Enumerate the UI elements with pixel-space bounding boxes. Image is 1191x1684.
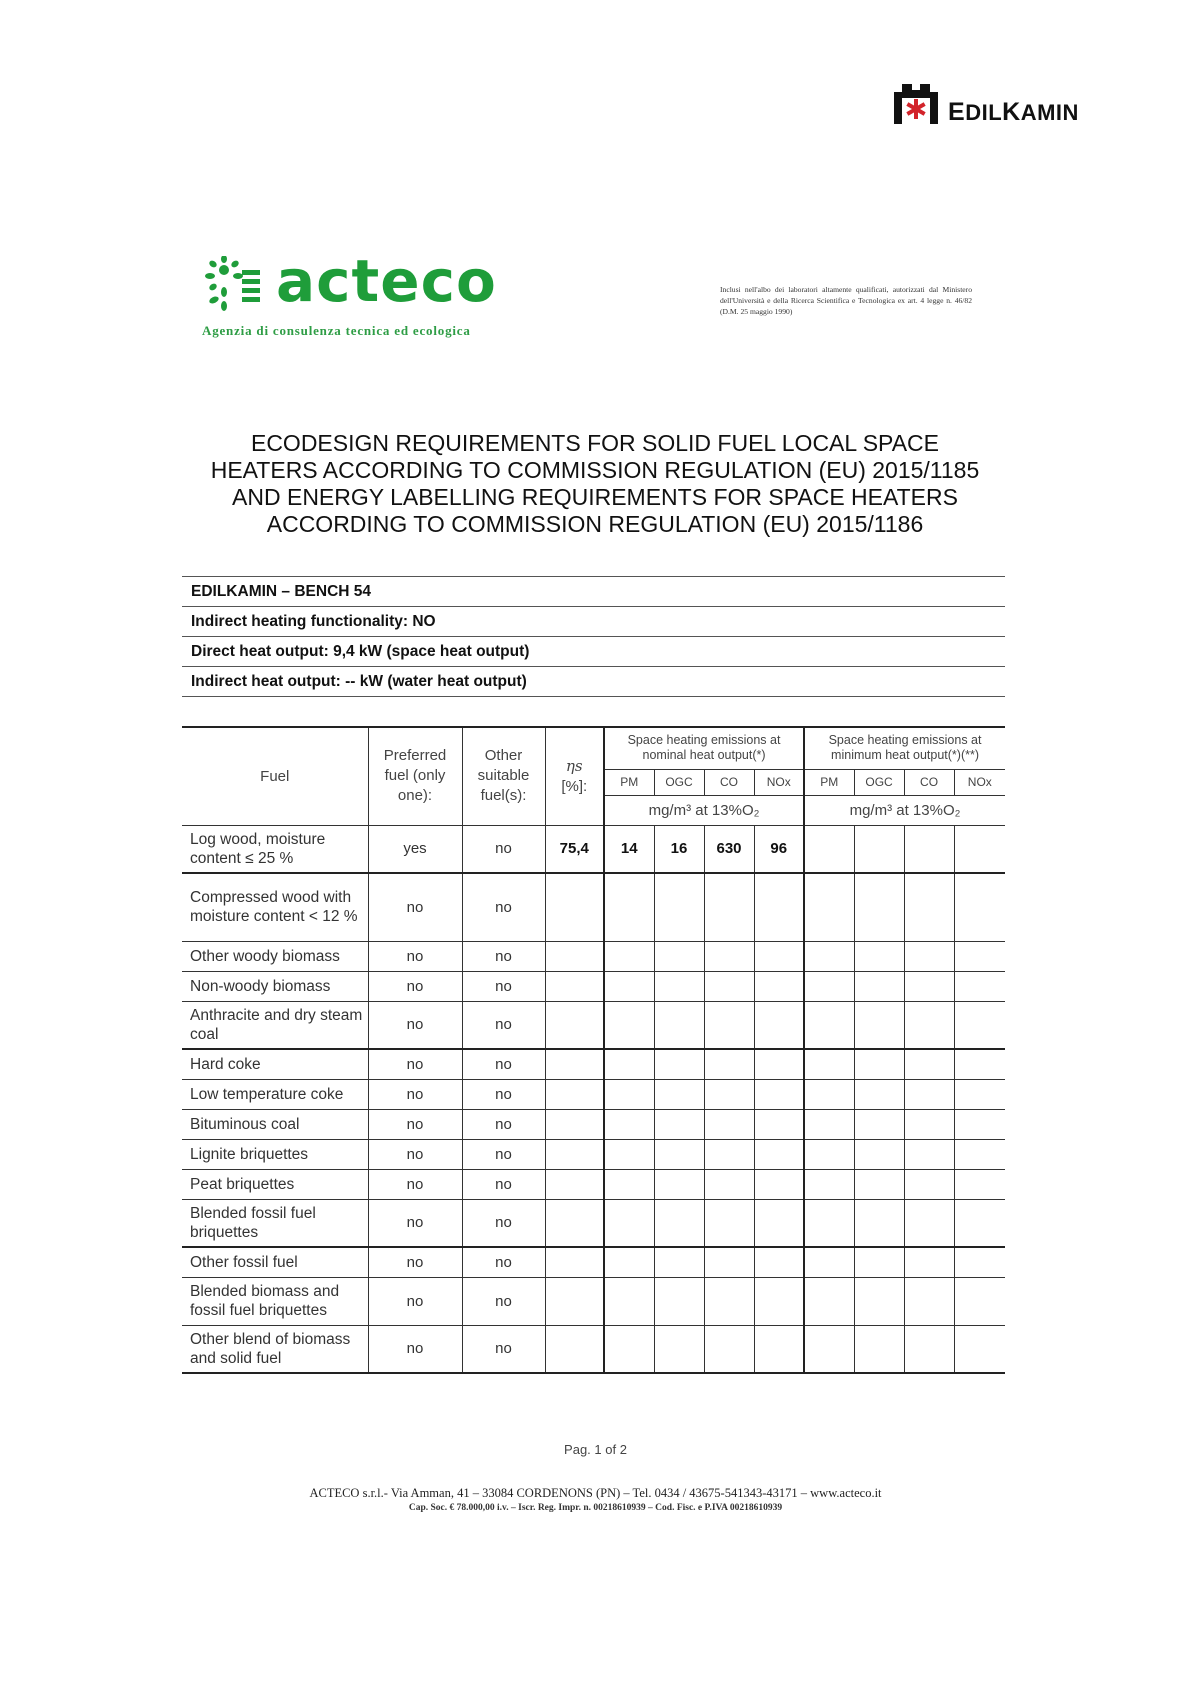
header-minimum-ogc: OGC: [854, 769, 904, 795]
nominal-pm-value: [604, 1079, 654, 1109]
preferred-fuel-value: no: [368, 873, 462, 941]
nominal-pm-value: [604, 1277, 654, 1325]
efficiency-value: [545, 1247, 604, 1277]
other-fuel-value: no: [462, 1079, 545, 1109]
nominal-co-value: [704, 1325, 754, 1373]
minimum-nox-value: [954, 825, 1005, 873]
nominal-nox-value: [754, 1169, 804, 1199]
preferred-fuel-value: no: [368, 1325, 462, 1373]
efficiency-value: 75,4: [545, 825, 604, 873]
eta-symbol: ηs: [565, 756, 583, 775]
table-row: [182, 1199, 1005, 1247]
nominal-nox-value: [754, 873, 804, 941]
nominal-nox-value: [754, 1277, 804, 1325]
other-fuel-value: no: [462, 1139, 545, 1169]
preferred-fuel-value: no: [368, 1049, 462, 1079]
table-row: [182, 941, 1005, 971]
preferred-fuel-value: no: [368, 1199, 462, 1247]
minimum-ogc-value: [854, 1001, 904, 1049]
edilkamin-mark-icon: [892, 80, 940, 124]
fuel-name: Bituminous coal: [182, 1109, 368, 1139]
minimum-nox-value: [954, 1109, 1005, 1139]
efficiency-value: [545, 1079, 604, 1109]
nominal-co-value: [704, 873, 754, 941]
preferred-fuel-value: no: [368, 941, 462, 971]
header-preferred-fuel: Preferred fuel (only one):: [368, 727, 462, 825]
other-fuel-value: no: [462, 1199, 545, 1247]
header-minimum-nox: NOx: [954, 769, 1005, 795]
header-nominal-nox: NOx: [754, 769, 804, 795]
minimum-nox-value: [954, 1001, 1005, 1049]
minimum-pm-value: [804, 1325, 854, 1373]
preferred-fuel-value: no: [368, 1247, 462, 1277]
minimum-pm-value: [804, 825, 854, 873]
table-row: [182, 873, 1005, 941]
nominal-nox-value: [754, 1049, 804, 1079]
minimum-pm-value: [804, 1139, 854, 1169]
nominal-co-value: [704, 1277, 754, 1325]
fuel-name: Compressed wood with moisture content < 12 %: [182, 873, 368, 941]
nominal-ogc-value: [654, 1199, 704, 1247]
acteco-logo: [202, 247, 512, 344]
efficiency-value: [545, 1139, 604, 1169]
minimum-nox-value: [954, 873, 1005, 941]
minimum-co-value: [904, 971, 954, 1001]
nominal-pm-value: [604, 971, 654, 1001]
nominal-pm-value: [604, 1001, 654, 1049]
page-number: Pag. 1 of 2: [564, 1442, 627, 1457]
minimum-ogc-value: [854, 1079, 904, 1109]
table-row: [182, 825, 1005, 873]
nominal-nox-value: [754, 1109, 804, 1139]
other-fuel-value: no: [462, 971, 545, 1001]
other-fuel-value: no: [462, 1001, 545, 1049]
minimum-nox-value: [954, 1169, 1005, 1199]
eta-unit: [%]:: [561, 777, 588, 795]
efficiency-value: [545, 1199, 604, 1247]
minimum-co-value: [904, 1325, 954, 1373]
minimum-ogc-value: [854, 1109, 904, 1139]
nominal-co-value: 630: [704, 825, 754, 873]
nominal-pm-value: [604, 1325, 654, 1373]
nominal-ogc-value: [654, 1109, 704, 1139]
nominal-ogc-value: [654, 1001, 704, 1049]
fuel-name: Peat briquettes: [182, 1169, 368, 1199]
minimum-nox-value: [954, 1199, 1005, 1247]
minimum-nox-value: [954, 1079, 1005, 1109]
efficiency-value: [545, 1325, 604, 1373]
table-row: [182, 1109, 1005, 1139]
nominal-co-value: [704, 1079, 754, 1109]
title-line-2: HEATERS ACCORDING TO COMMISSION REGULATION (EU) 2015/1185: [210, 457, 980, 483]
nominal-pm-value: [604, 1199, 654, 1247]
efficiency-value: [545, 941, 604, 971]
minimum-co-value: [904, 1079, 954, 1109]
table-row: [182, 1277, 1005, 1325]
nominal-co-value: [704, 941, 754, 971]
minimum-co-value: [904, 873, 954, 941]
efficiency-value: [545, 1169, 604, 1199]
minimum-nox-value: [954, 1277, 1005, 1325]
nominal-co-value: [704, 1169, 754, 1199]
header-nominal-co: CO: [704, 769, 754, 795]
model-name: EDILKAMIN – BENCH 54: [182, 577, 1005, 607]
edilkamin-wordmark: EDILKAMIN: [948, 98, 1079, 126]
table-row: [182, 971, 1005, 1001]
header-minimum-co: CO: [904, 769, 954, 795]
nominal-co-value: [704, 1139, 754, 1169]
efficiency-value: [545, 1277, 604, 1325]
minimum-nox-value: [954, 1049, 1005, 1079]
nominal-nox-value: 96: [754, 825, 804, 873]
nominal-co-value: [704, 1109, 754, 1139]
nominal-co-value: [704, 971, 754, 1001]
edilkamin-logo: [892, 80, 1102, 124]
title-line-1: ECODESIGN REQUIREMENTS FOR SOLID FUEL LOCAL SPACE: [250, 430, 939, 456]
nominal-pm-value: [604, 1169, 654, 1199]
nominal-nox-value: [754, 971, 804, 1001]
minimum-pm-value: [804, 1199, 854, 1247]
title-line-4: ACCORDING TO COMMISSION REGULATION (EU) 2015/1186: [266, 511, 924, 537]
nominal-pm-value: [604, 1139, 654, 1169]
minimum-co-value: [904, 1109, 954, 1139]
header-efficiency: [545, 727, 604, 825]
footer-registration: Cap. Soc. € 78.000,00 i.v. – Iscr. Reg. Impr. n. 00218610939 – Cod. Fisc. e P.IVA 00218610939: [408, 1503, 783, 1513]
header-minimum-units: mg/m³ at 13%O₂: [804, 795, 1005, 825]
minimum-ogc-value: [854, 971, 904, 1001]
nominal-nox-value: [754, 1001, 804, 1049]
nominal-ogc-value: [654, 1247, 704, 1277]
nominal-nox-value: [754, 1325, 804, 1373]
preferred-fuel-value: no: [368, 1079, 462, 1109]
minimum-ogc-value: [854, 1049, 904, 1079]
nominal-co-value: [704, 1199, 754, 1247]
minimum-pm-value: [804, 1169, 854, 1199]
minimum-co-value: [904, 1199, 954, 1247]
preferred-fuel-value: no: [368, 1139, 462, 1169]
minimum-pm-value: [804, 1049, 854, 1079]
nominal-ogc-value: 16: [654, 825, 704, 873]
nominal-pm-value: [604, 1247, 654, 1277]
nominal-nox-value: [754, 1247, 804, 1277]
nominal-pm-value: [604, 941, 654, 971]
preferred-fuel-value: no: [368, 971, 462, 1001]
minimum-nox-value: [954, 941, 1005, 971]
direct-heat-output: Direct heat output: 9,4 kW (space heat output): [182, 637, 1005, 667]
minimum-pm-value: [804, 873, 854, 941]
minimum-ogc-value: [854, 1325, 904, 1373]
registry-note: Inclusi nell'albo dei laboratori altamente qualificati, autorizzati dal Ministero dell'Università e della Ricerca Scientifica e Tecnologica ex art. 4 legge n. 46/82 (D.M. 25 maggio 1990): [720, 285, 972, 316]
minimum-co-value: [904, 1049, 954, 1079]
header-nominal-ogc: OGC: [654, 769, 704, 795]
header-minimum-emissions: Space heating emissions at minimum heat output(*)(**): [804, 727, 1005, 769]
acteco-tagline: Agenzia di consulenza tecnica ed ecologica: [202, 323, 471, 338]
efficiency-value: [545, 1001, 604, 1049]
table-row: [182, 1247, 1005, 1277]
nominal-nox-value: [754, 1199, 804, 1247]
fuel-name: Log wood, moisture content ≤ 25 %: [182, 825, 368, 873]
minimum-ogc-value: [854, 825, 904, 873]
nominal-ogc-value: [654, 873, 704, 941]
header-nominal-pm: PM: [604, 769, 654, 795]
header-minimum-pm: PM: [804, 769, 854, 795]
footer-address: ACTECO s.r.l.- Via Amman, 41 – 33084 CORDENONS (PN) – Tel. 0434 / 43675-541343-43171 – www.acteco.it: [309, 1486, 882, 1500]
fuel-name: Other woody biomass: [182, 941, 368, 971]
fuel-name: Hard coke: [182, 1049, 368, 1079]
indirect-heat-output: Indirect heat output: -- kW (water heat output): [182, 667, 1005, 697]
fuel-rows: [182, 825, 1005, 1373]
minimum-pm-value: [804, 1001, 854, 1049]
nominal-pm-value: [604, 873, 654, 941]
nominal-pm-value: 14: [604, 825, 654, 873]
minimum-pm-value: [804, 1277, 854, 1325]
fuel-name: Blended fossil fuel briquettes: [182, 1199, 368, 1247]
efficiency-value: [545, 873, 604, 941]
other-fuel-value: no: [462, 873, 545, 941]
nominal-co-value: [704, 1247, 754, 1277]
minimum-co-value: [904, 1139, 954, 1169]
nominal-ogc-value: [654, 1169, 704, 1199]
minimum-nox-value: [954, 971, 1005, 1001]
preferred-fuel-value: yes: [368, 825, 462, 873]
header-nominal-emissions: Space heating emissions at nominal heat output(*): [604, 727, 804, 769]
acteco-wordmark: acteco: [276, 247, 497, 315]
title-line-3: AND ENERGY LABELLING REQUIREMENTS FOR SPACE HEATERS: [232, 484, 958, 510]
header-nominal-units: mg/m³ at 13%O₂: [604, 795, 804, 825]
header-fuel: Fuel: [182, 727, 368, 825]
nominal-pm-value: [604, 1049, 654, 1079]
minimum-co-value: [904, 825, 954, 873]
minimum-ogc-value: [854, 1199, 904, 1247]
preferred-fuel-value: no: [368, 1001, 462, 1049]
header-other-fuels: Other suitable fuel(s):: [462, 727, 545, 825]
preferred-fuel-value: no: [368, 1169, 462, 1199]
fuel-name: Blended biomass and fossil fuel briquettes: [182, 1277, 368, 1325]
table-row: [182, 1325, 1005, 1373]
efficiency-value: [545, 1049, 604, 1079]
table-row: [182, 1169, 1005, 1199]
fuel-emissions-table: [182, 726, 1005, 1374]
minimum-co-value: [904, 1001, 954, 1049]
minimum-pm-value: [804, 941, 854, 971]
efficiency-value: [545, 971, 604, 1001]
minimum-ogc-value: [854, 941, 904, 971]
efficiency-value: [545, 1109, 604, 1139]
indirect-heating-functionality: Indirect heating functionality: NO: [182, 607, 1005, 637]
nominal-co-value: [704, 1001, 754, 1049]
table-row: [182, 1049, 1005, 1079]
nominal-pm-value: [604, 1109, 654, 1139]
minimum-pm-value: [804, 1247, 854, 1277]
nominal-ogc-value: [654, 941, 704, 971]
nominal-ogc-value: [654, 1325, 704, 1373]
nominal-ogc-value: [654, 1049, 704, 1079]
minimum-co-value: [904, 1277, 954, 1325]
minimum-nox-value: [954, 1247, 1005, 1277]
nominal-ogc-value: [654, 1139, 704, 1169]
other-fuel-value: no: [462, 941, 545, 971]
nominal-nox-value: [754, 1139, 804, 1169]
minimum-co-value: [904, 1169, 954, 1199]
minimum-pm-value: [804, 971, 854, 1001]
other-fuel-value: no: [462, 1247, 545, 1277]
other-fuel-value: no: [462, 825, 545, 873]
other-fuel-value: no: [462, 1169, 545, 1199]
nominal-nox-value: [754, 1079, 804, 1109]
nominal-ogc-value: [654, 1277, 704, 1325]
other-fuel-value: no: [462, 1325, 545, 1373]
minimum-ogc-value: [854, 1169, 904, 1199]
acteco-flower-icon: [202, 256, 264, 316]
minimum-ogc-value: [854, 873, 904, 941]
other-fuel-value: no: [462, 1277, 545, 1325]
table-row: [182, 1079, 1005, 1109]
fuel-name: Other blend of biomass and solid fuel: [182, 1325, 368, 1373]
nominal-ogc-value: [654, 971, 704, 1001]
fuel-name: Anthracite and dry steam coal: [182, 1001, 368, 1049]
preferred-fuel-value: no: [368, 1277, 462, 1325]
document-title: [170, 430, 1020, 538]
minimum-nox-value: [954, 1139, 1005, 1169]
nominal-ogc-value: [654, 1079, 704, 1109]
nominal-co-value: [704, 1049, 754, 1079]
table-row: [182, 1001, 1005, 1049]
fuel-name: Lignite briquettes: [182, 1139, 368, 1169]
other-fuel-value: no: [462, 1049, 545, 1079]
minimum-ogc-value: [854, 1247, 904, 1277]
fuel-name: Low temperature coke: [182, 1079, 368, 1109]
minimum-co-value: [904, 1247, 954, 1277]
nominal-nox-value: [754, 941, 804, 971]
minimum-pm-value: [804, 1109, 854, 1139]
minimum-ogc-value: [854, 1139, 904, 1169]
product-info-block: [182, 576, 1005, 697]
minimum-co-value: [904, 941, 954, 971]
minimum-ogc-value: [854, 1277, 904, 1325]
minimum-nox-value: [954, 1325, 1005, 1373]
other-fuel-value: no: [462, 1109, 545, 1139]
fuel-name: Other fossil fuel: [182, 1247, 368, 1277]
table-row: [182, 1139, 1005, 1169]
fuel-name: Non-woody biomass: [182, 971, 368, 1001]
minimum-pm-value: [804, 1079, 854, 1109]
preferred-fuel-value: no: [368, 1109, 462, 1139]
